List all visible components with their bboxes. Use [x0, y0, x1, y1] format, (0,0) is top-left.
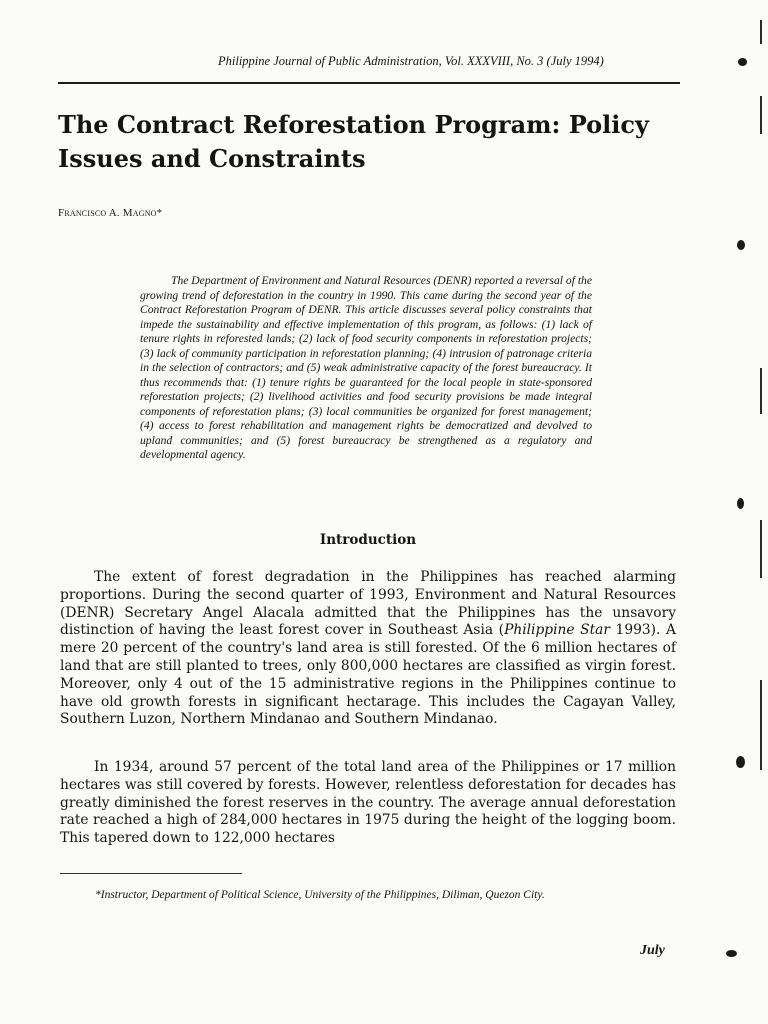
author-name: Francisco A. Magno*: [58, 207, 163, 219]
body-paragraph-1: [60, 569, 676, 729]
scan-edge-line: [760, 520, 762, 578]
body-paragraph-2: In 1934, around 57 percent of the total land area of the Philippines or 17 million hectares was still covered by forests. However, relentless deforestation for decades has greatly diminished the forest reserves in the country. The average annual deforestation rate reached a high of 284,000 hectares in 1975 during the height of the logging boom. This tapered down to 122,000 hectares: [60, 759, 676, 847]
section-heading-introduction: Introduction: [319, 532, 417, 548]
scan-speck: [738, 58, 747, 66]
page-footer-word: July: [640, 943, 665, 958]
paragraph-1-text-start: The extent of forest degradation in the Philippines has reached alarming proportions. During the second quarter of 1993, Environment and Natural Resources (DENR) Secretary Angel Alacala admitted that the Philippines has the unsavory distinction of having the least forest cover in Southeast Asia (: [60, 569, 676, 639]
scan-edge-line: [760, 680, 762, 770]
scan-edge-line: [760, 96, 762, 134]
scan-speck: [736, 756, 745, 768]
footnote-rule: [60, 873, 242, 874]
scan-speck: [726, 950, 737, 957]
running-header: Philippine Journal of Public Administration, Vol. XXXVIII, No. 3 (July 1994): [218, 54, 604, 68]
header-rule: [58, 82, 680, 84]
abstract: The Department of Environment and Natural Resources (DENR) reported a reversal of the growing trend of deforestation in the country in 1990. This came during the second year of the Contract Reforestation Program of DENR. This article discusses several policy constraints that impede the sustainability and effective implementation of this program, as follows: (1) lack of tenure rights in reforested lands; (2) lack of food security components in reforestation projects; (3) lack of community participation in reforestation planning; (4) intrusion of patronage criteria in the selection of contractors; and (5) weak administrative capacity of the forest bureaucracy. It thus recommends that: (1) tenure rights be guaranteed for the local people in state-sponsored reforestation projects; (2) livelihood activities and food security provisions be made integral components of reforestation plans; (3) local communities be organized for forest management; (4) access to forest rehabilitation and management rights be democratized and devolved to upland communities; and (5) forest bureaucracy be strengthened as a regulatory and developmental agency.: [140, 274, 592, 461]
citation-source: Philippine Star: [504, 622, 610, 639]
scan-edge-line: [760, 20, 762, 44]
paragraph-1-text-end: 1993). A mere 20 percent of the country's land area is still forested. Of the 6 million hectares of land that are still planted to trees, only 800,000 hectares are classified as virgin forest. Moreover, only 4 out of the 15 administrative regions in the Philippines continue to have old growth forests in significant hectarage. This includes the Cagayan Valley, Southern Luzon, Northern Mindanao and Southern Mindanao.: [60, 622, 676, 728]
scan-speck: [737, 240, 745, 250]
scan-edge-line: [760, 368, 762, 414]
scan-speck: [737, 498, 744, 509]
article-title: The Contract Reforestation Program: Policy Issues and Constraints: [58, 110, 649, 173]
author-footnote: *Instructor, Department of Political Science, University of the Philippines, Diliman, Quezon City.: [95, 889, 545, 901]
